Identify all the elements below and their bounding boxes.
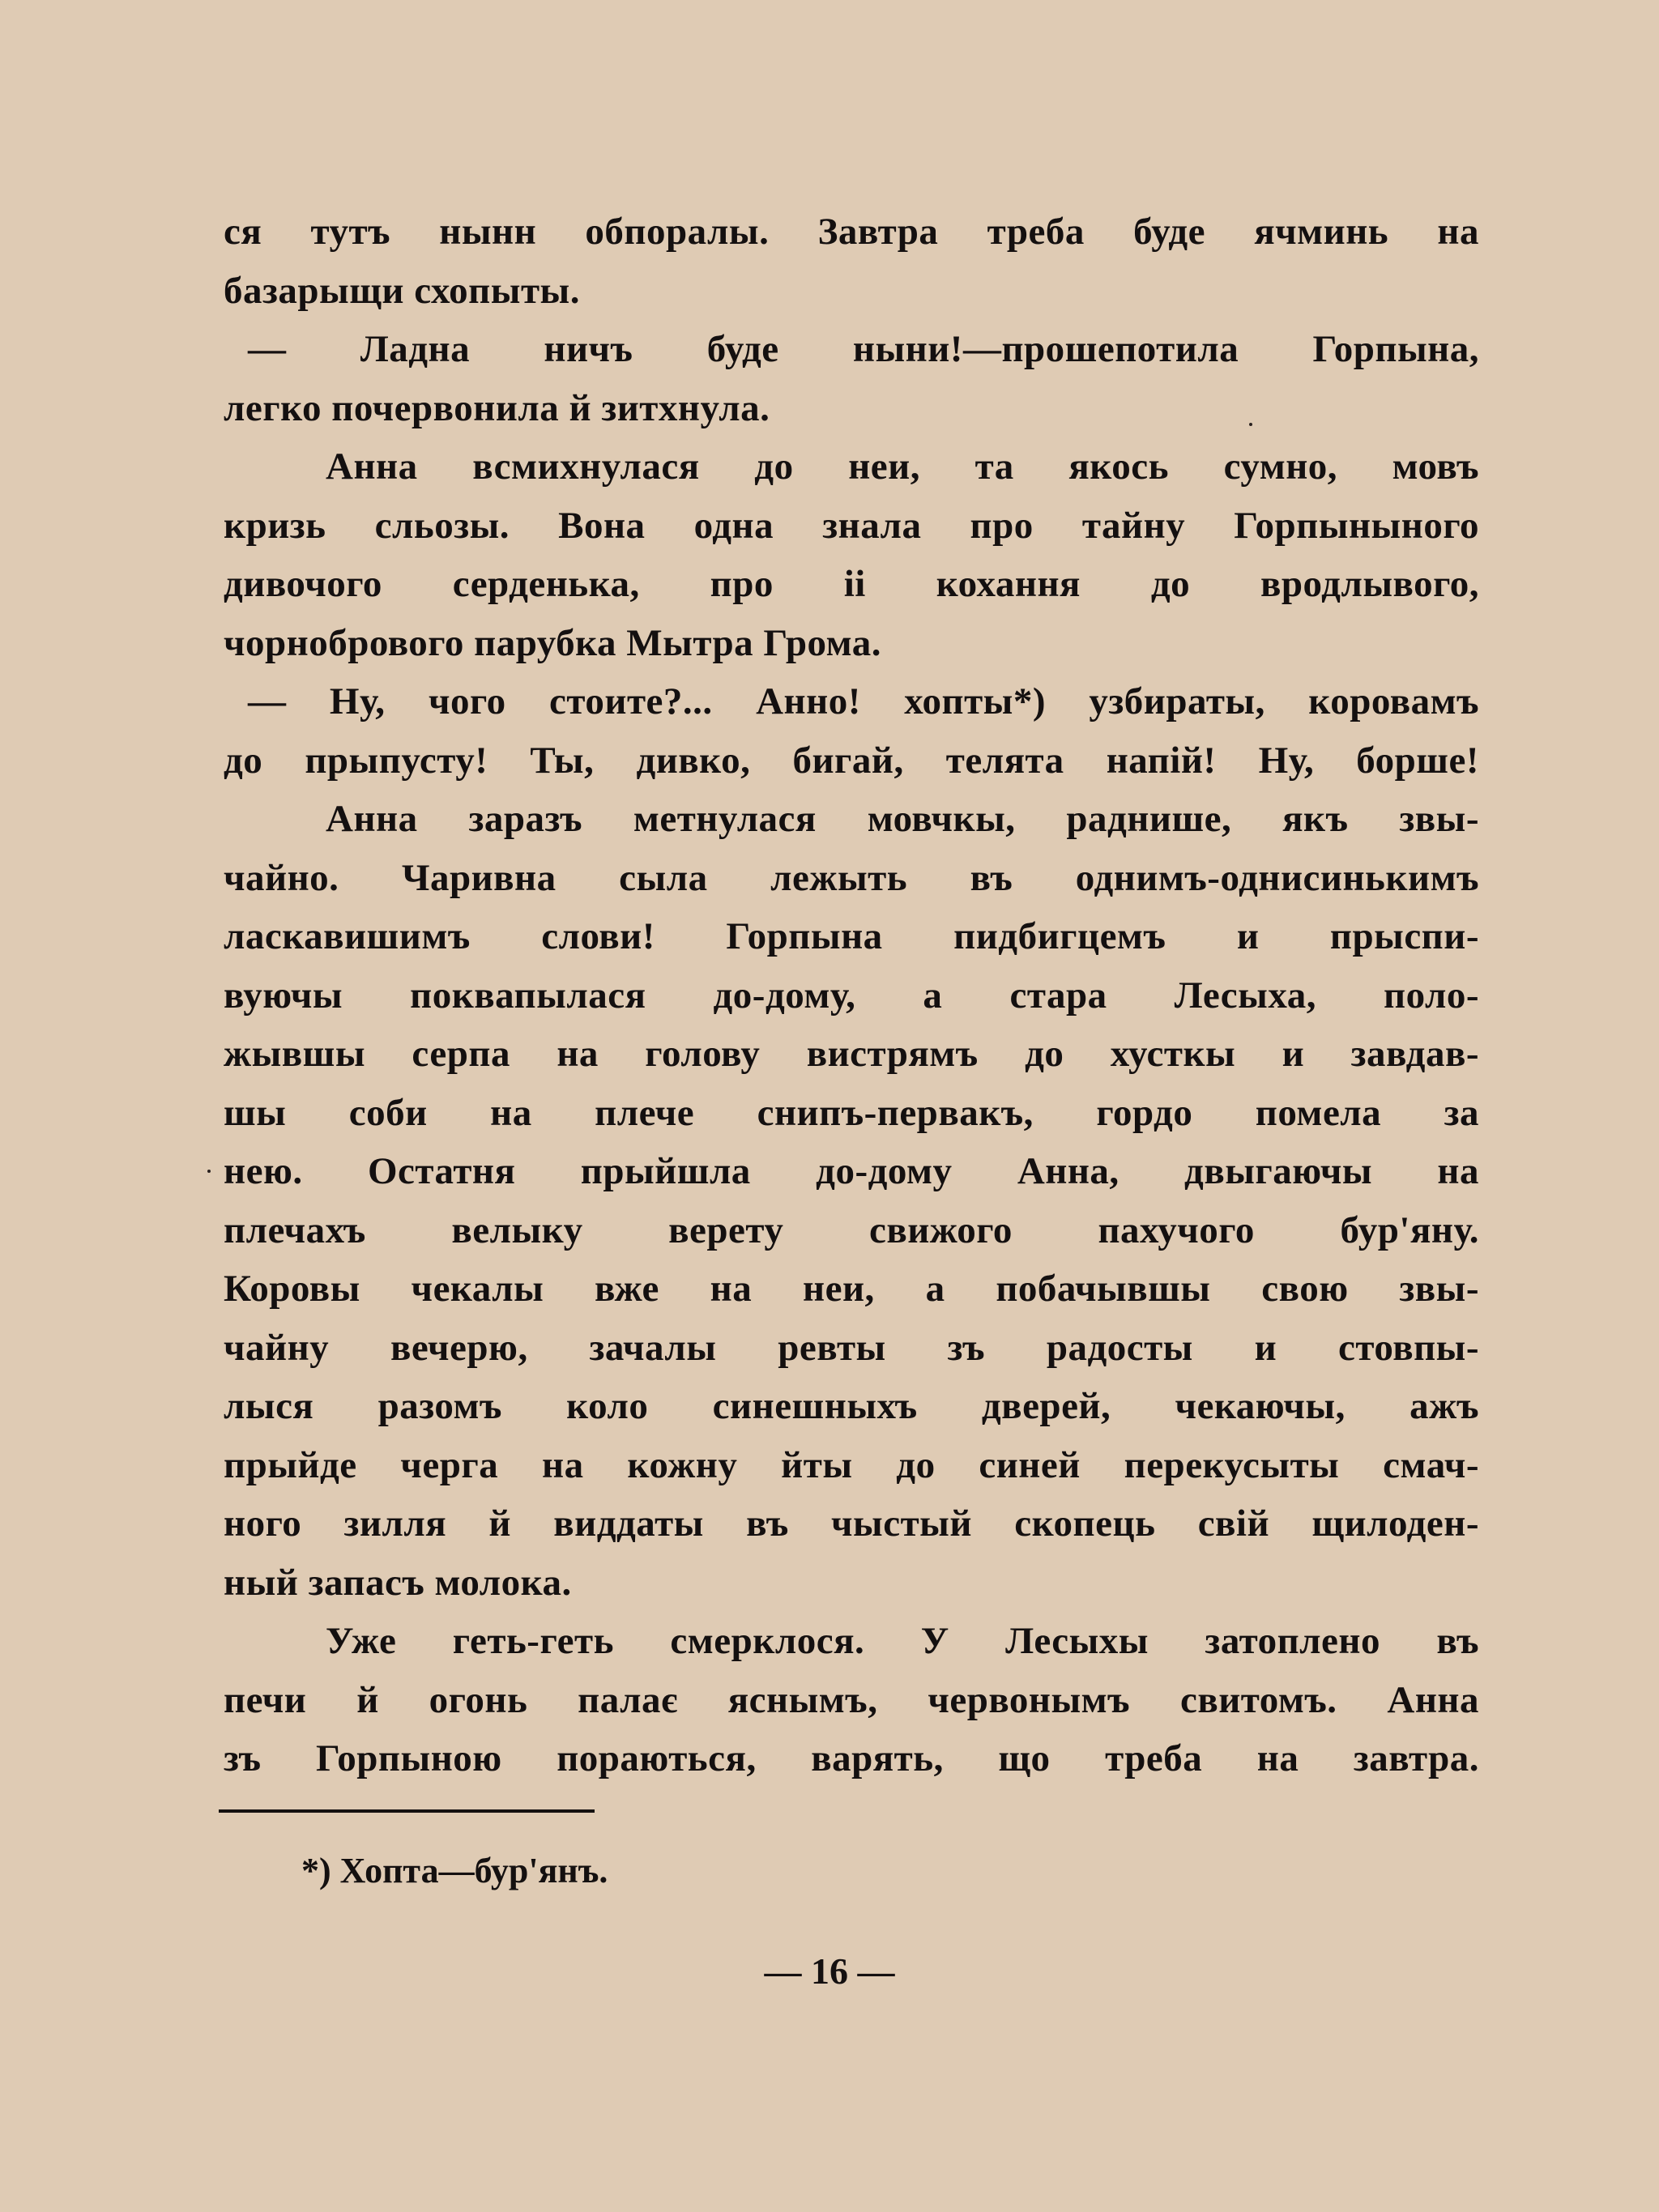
page-number: — 16 — — [764, 1950, 895, 1992]
text-line: ного зилля й виддаты въ чыстый скопець свiй щилоден- — [224, 1502, 1479, 1545]
text-line: дивочого серденька, про ii кохання до вродлывого, — [224, 563, 1479, 605]
footnote-divider — [219, 1809, 595, 1813]
text-line: легко почервонила й зитхнула. — [224, 386, 770, 429]
text-line: базарыщи схопыты. — [224, 269, 580, 312]
footnote: *) Хопта—бур'янъ. — [301, 1851, 608, 1890]
stray-dot — [207, 1170, 211, 1173]
text-line: лыся разомъ коло синешныхъ дверей, чекаючы, ажъ — [224, 1385, 1479, 1427]
text-line: чайну вечерю, зачалы ревты зъ радосты и стовпы- — [224, 1326, 1479, 1369]
text-line: прыйде черга на кожну йты до синей перекусыты смач- — [224, 1443, 1479, 1486]
text-line: жывшы серпа на голову вистрямъ до хусткы и завдав- — [224, 1033, 1479, 1075]
text-line: ный запасъ молока. — [224, 1561, 572, 1604]
text-line: печи й огонь палає яснымъ, червонымъ свитомъ. Анна — [224, 1678, 1479, 1721]
text-line: — Ну, чого стоите?... Анно! хопты*) узбираты, коровамъ — [248, 680, 1479, 722]
page-body — [224, 202, 1479, 1788]
text-line: — Ладна ничъ буде ныни!—прошепотила Горпына, — [248, 328, 1479, 370]
stray-dot — [1249, 423, 1252, 426]
text-line: вуючы поквапылася до-дому, а стара Лесыха, поло- — [224, 974, 1479, 1016]
text-line: шы соби на плече снипъ-первакъ, гордо помела за — [224, 1091, 1479, 1134]
text-line: Анна всмихнулася до неи, та якось сумно, мовъ — [326, 445, 1479, 488]
text-line: ласкавишимъ слови! Горпына пидбигцемъ и прыспи- — [224, 915, 1479, 957]
text-line: чайно. Чаривна сыла лежыть въ однимъ-однисинькимъ — [224, 856, 1479, 899]
text-line: Анна заразъ метнулася мовчкы, раднише, якъ звы- — [326, 798, 1479, 840]
text-line: зъ Горпыною пораються, варять, що треба на завтра. — [224, 1737, 1479, 1779]
text-line: плечахъ велыку верету свижого пахучого бур'яну. — [224, 1208, 1479, 1251]
text-line: Коровы чекалы вже на неи, а побачывшы свою звы- — [224, 1268, 1479, 1310]
text-line: до прыпусту! Ты, дивко, бигай, телята напiй! Ну, борше! — [224, 739, 1479, 782]
text-line: нею. Остатня прыйшла до-дому Анна, двыгаючы на — [224, 1150, 1479, 1192]
text-line: Уже геть-геть смерклося. У Лесыхы затоплено въ — [326, 1620, 1479, 1662]
text-line: кризь сльозы. Вона одна знала про тайну Горпыныного — [224, 504, 1479, 547]
text-line: ся тутъ нынн обпоралы. Завтра треба буде ячминь на — [224, 211, 1479, 253]
text-line: чорнобрового парубка Мытра Грома. — [224, 621, 882, 664]
